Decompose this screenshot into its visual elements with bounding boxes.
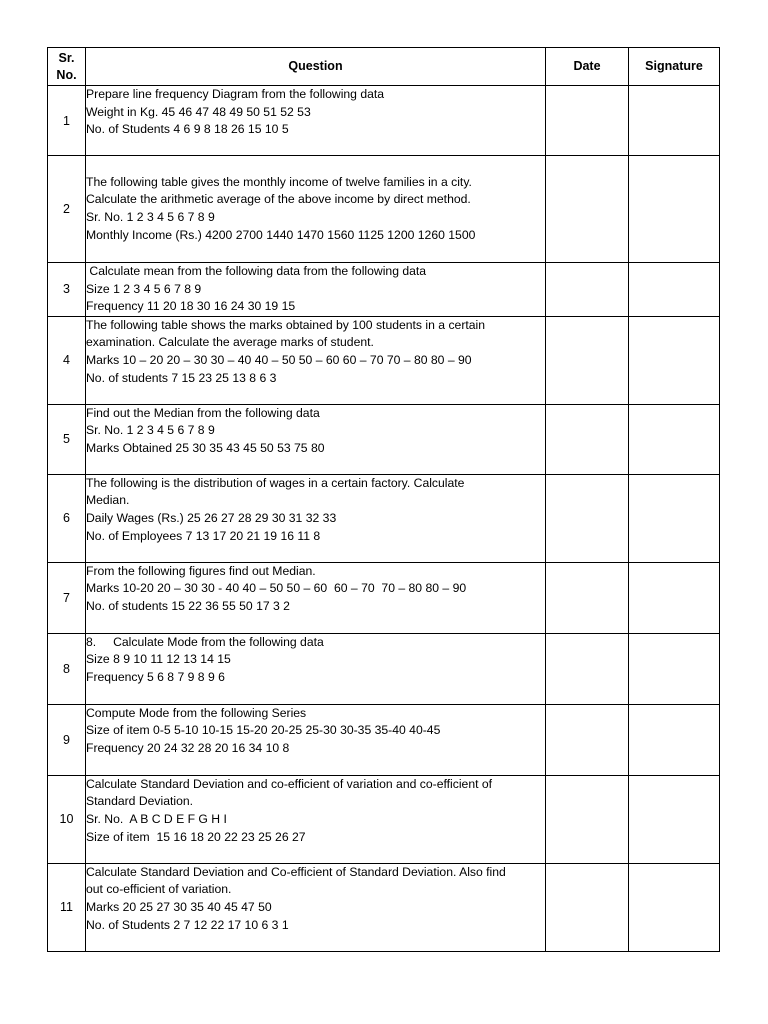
header-row [48,48,720,86]
question-line: Calculate the arithmetic average of the above income by direct method. [86,192,471,207]
date-cell[interactable] [546,316,629,404]
date-cell[interactable] [546,263,629,317]
question-line: Size 8 9 10 11 12 13 14 15 [86,652,231,667]
sr-no-cell: 10 [48,775,86,863]
question-cell [86,316,546,404]
question-line: Sr. No. 1 2 3 4 5 6 7 8 9 [86,423,215,438]
signature-cell[interactable] [629,263,720,317]
table-row [48,775,720,863]
table-row [48,704,720,775]
date-cell[interactable] [546,562,629,633]
signature-cell[interactable] [629,863,720,951]
question-line: Marks Obtained 25 30 35 43 45 50 53 75 80 [86,440,325,455]
signature-cell[interactable] [629,633,720,704]
date-cell[interactable] [546,404,629,474]
question-cell [86,863,546,951]
question-line: No. of Employees 7 13 17 20 21 19 16 11 8 [86,528,321,543]
question-cell [86,86,546,156]
question-line: No. of students 7 15 23 25 13 8 6 3 [86,370,277,385]
question-cell [86,156,546,263]
question-line: Frequency 11 20 18 30 16 24 30 19 15 [86,299,296,314]
signature-cell[interactable] [629,562,720,633]
signature-cell[interactable] [629,775,720,863]
signature-cell[interactable] [629,316,720,404]
question-line: 8. Calculate Mode from the following data [86,634,324,649]
signature-cell[interactable] [629,704,720,775]
sr-no-cell: 11 [48,863,86,951]
question-line: Daily Wages (Rs.) 25 26 27 28 29 30 31 32 33 [86,510,337,525]
question-line: No. of Students 2 7 12 22 17 10 6 3 1 [86,917,289,932]
table-row [48,863,720,951]
question-line: Size of item 0-5 5-10 10-15 15-20 20-25 25-30 30-35 35-40 40-45 [86,723,441,738]
question-line: The following table shows the marks obtained by 100 students in a certain [86,317,486,332]
question-line: Prepare line frequency Diagram from the following data [86,87,385,101]
assignment-table [47,47,720,952]
question-cell [86,474,546,562]
sr-no-cell: 3 [48,263,86,317]
question-line: The following table gives the monthly income of twelve families in a city. [86,174,472,189]
date-cell[interactable] [546,156,629,263]
question-line: Monthly Income (Rs.) 4200 2700 1440 1470 1560 1125 1200 1260 1500 [86,227,476,242]
table-row [48,86,720,156]
date-cell[interactable] [546,633,629,704]
signature-cell[interactable] [629,86,720,156]
question-line: Marks 10-20 20 – 30 30 - 40 40 – 50 50 – 60 60 – 70 70 – 80 80 – 90 [86,581,467,596]
question-line: Frequency 5 6 8 7 9 8 9 6 [86,669,225,684]
question-line: Sr. No. 1 2 3 4 5 6 7 8 9 [86,210,215,224]
question-line: Median. [86,493,130,508]
sr-no-cell: 4 [48,316,86,404]
date-cell[interactable] [546,775,629,863]
table-row [48,633,720,704]
question-line: Compute Mode from the following Series [86,705,307,720]
date-cell[interactable] [546,704,629,775]
sr-no-cell: 6 [48,474,86,562]
table-row [48,562,720,633]
sr-no-cell: 1 [48,86,86,156]
sr-no-cell: 7 [48,562,86,633]
sr-header-line1: Sr. [58,50,75,65]
question-line: Calculate Standard Deviation and co-efficient of variation and co-efficient of [86,776,493,791]
signature-cell[interactable] [629,474,720,562]
sr-no-cell: 2 [48,156,86,263]
question-cell [86,633,546,704]
question-line: The following is the distribution of wages in a certain factory. Calculate [86,475,465,490]
question-line: Size of item 15 16 18 20 22 23 25 26 27 [86,829,306,844]
signature-cell[interactable] [629,156,720,263]
table-row [48,474,720,562]
date-header: Date [546,48,629,86]
question-line: Calculate mean from the following data from the following data [86,264,427,278]
question-cell [86,562,546,633]
question-line: Standard Deviation. [86,794,194,809]
signature-header: Signature [629,48,720,86]
date-cell[interactable] [546,86,629,156]
question-cell [86,775,546,863]
question-line: out co-efficient of variation. [86,882,232,897]
table-row [48,263,720,317]
question-line: Weight in Kg. 45 46 47 48 49 50 51 52 53 [86,104,311,119]
question-line: Frequency 20 24 32 28 20 16 34 10 8 [86,740,290,755]
question-line: From the following figures find out Median. [86,563,316,578]
sr-no-cell: 5 [48,404,86,474]
signature-cell[interactable] [629,404,720,474]
date-cell[interactable] [546,474,629,562]
sr-no-header [48,48,86,86]
sr-header-line2: No. [56,67,77,82]
question-cell [86,404,546,474]
table-row [48,156,720,263]
table-row [48,404,720,474]
question-line: examination. Calculate the average marks of student. [86,335,374,350]
question-line: No. of Students 4 6 9 8 18 26 15 10 5 [86,122,289,137]
sr-no-cell: 9 [48,704,86,775]
question-cell [86,704,546,775]
table-row [48,316,720,404]
date-cell[interactable] [546,863,629,951]
question-cell [86,263,546,317]
question-line: Sr. No. A B C D E F G H I [86,811,227,826]
question-line: Calculate Standard Deviation and Co-efficient of Standard Deviation. Also find [86,864,506,879]
question-line: Marks 20 25 27 30 35 40 45 47 50 [86,899,272,914]
question-line: Find out the Median from the following data [86,405,320,420]
question-line: No. of students 15 22 36 55 50 17 3 2 [86,598,290,613]
question-line: Marks 10 – 20 20 – 30 30 – 40 40 – 50 50 – 60 60 – 70 70 – 80 80 – 90 [86,352,472,367]
question-header: Question [86,48,546,86]
sr-no-cell: 8 [48,633,86,704]
question-line: Size 1 2 3 4 5 6 7 8 9 [86,281,202,296]
